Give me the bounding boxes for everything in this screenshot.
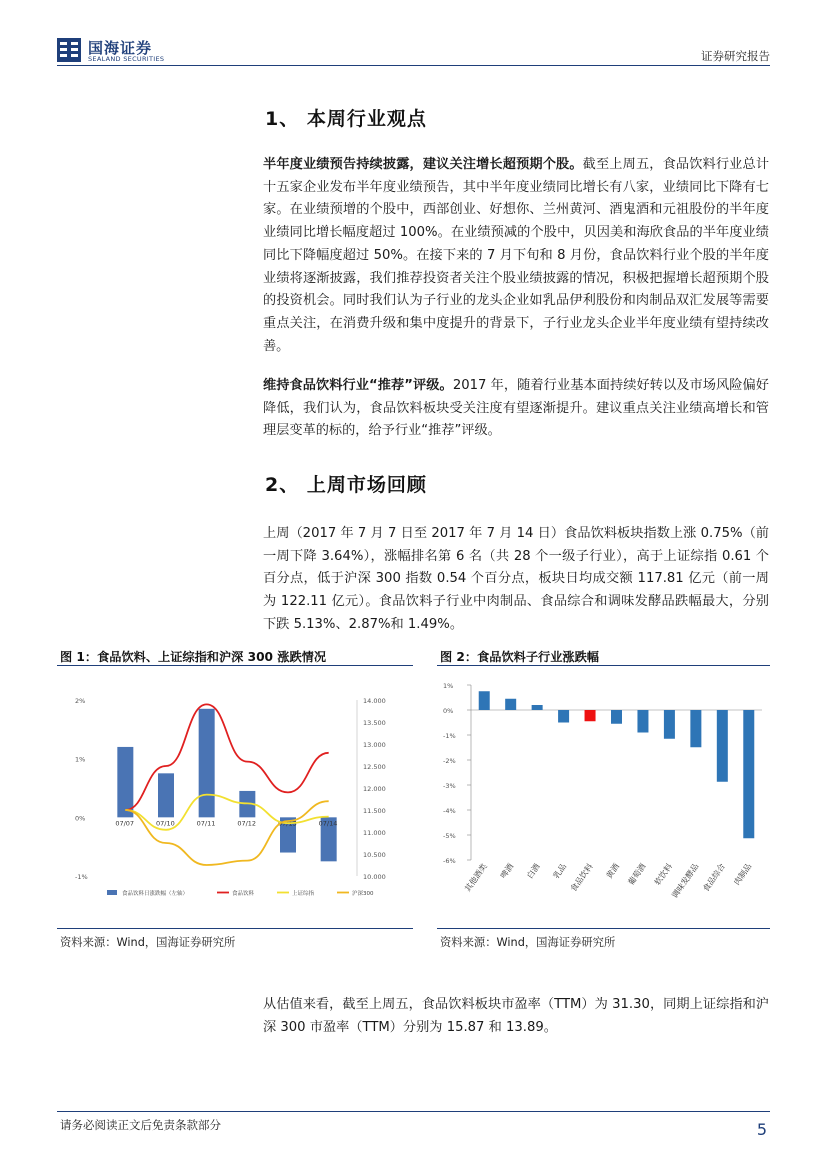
figure2-bar xyxy=(690,710,701,747)
figure2-y-tick-label: 0% xyxy=(443,707,454,715)
figure1-line-沪深300 xyxy=(125,801,328,865)
right-axis-tick-label: 13.500 xyxy=(363,719,386,727)
figure2-category-label: 乳品 xyxy=(551,861,569,881)
p2-lead: 维持食品饮料行业“推荐”评级。 xyxy=(263,378,453,393)
logo-text-cn: 国海证券 xyxy=(88,39,153,57)
figure2-bar xyxy=(664,710,675,739)
right-axis-tick-label: 12.000 xyxy=(363,785,386,793)
logo-text-en: SEALAND SECURITIES xyxy=(88,55,165,63)
figure1-category-label: 07/13 xyxy=(278,819,297,828)
figure1-legend-label: 沪深300 xyxy=(352,891,374,897)
right-axis-tick-label: 10.000 xyxy=(363,873,386,881)
right-axis-tick-label: 11.000 xyxy=(363,829,386,837)
section2-title: 2、 上周市场回顾 xyxy=(265,474,427,496)
figure2-category-label: 白酒 xyxy=(525,861,542,881)
figure1-chart xyxy=(57,680,413,912)
right-axis-tick-label: 10.500 xyxy=(363,851,386,859)
section2-paragraph2: 从估值来看，截至上周五，食品饮料板块市盈率（TTM）为 31.30，同期上证综指和沪深 300 市盈率（TTM）分别为 15.87 和 13.89。 xyxy=(263,997,769,1035)
figure2-source: 资料来源：Wind，国海证券研究所 xyxy=(440,936,616,949)
figure2-bar xyxy=(558,710,569,723)
figure2-y-tick-label: -5% xyxy=(443,832,456,840)
figure2-top-rule xyxy=(437,665,770,666)
figure1-bar xyxy=(199,709,215,818)
figure2-bar xyxy=(743,710,754,838)
figure2-caption: 图 2：食品饮料子行业涨跌幅 xyxy=(440,650,599,664)
section1-paragraph1 xyxy=(263,154,769,358)
figure2-y-tick-label: -4% xyxy=(443,807,456,815)
p1-body: 截至上周五，食品饮料行业总计十五家企业发布半年度业绩预告，其中半年度业绩同比增长有八家，业绩同比下降有七家。在业绩预增的个股中，西部创业、好想你、兰州黄河、酒鬼酒和元祖股份的半年度业绩同比增长幅度超过 100%。在业绩预减的个股中，贝因美和海欣食品的半年度业绩同比下降幅度超过 50%。在接下来的 7 月下旬和 8 月份，食品饮料行业个股的半年度业绩将逐渐披露，我们推荐投资者关注个股业绩披露的情况，积极把握增长超预期个股的投资机会。同时我们认为子行业的龙头企业如乳品伊利股份和肉制品双汇发展等需要重点关注，在消费升级和集中度提升的背景下，子行业龙头企业半年度业绩有望持续改善。 xyxy=(263,157,770,354)
figure2-y-tick-label: 1% xyxy=(443,682,454,690)
figure1-bar xyxy=(158,773,174,817)
figure2-category-label: 葡萄酒 xyxy=(626,861,648,887)
figure2-category-label: 肉制品 xyxy=(732,861,754,887)
p1-lead: 半年度业绩预告持续披露，建议关注增长超预期个股。 xyxy=(263,157,583,172)
figure2-y-tick-label: -2% xyxy=(443,757,456,765)
figure1-category-label: 07/10 xyxy=(156,819,175,828)
figure2-bar xyxy=(479,691,490,710)
left-axis-tick-label: 0% xyxy=(75,814,86,823)
figure1-category-label: 07/12 xyxy=(237,819,257,828)
page-number: 5 xyxy=(756,1120,767,1139)
figure2-bar xyxy=(585,710,596,721)
figure2-bar xyxy=(611,710,622,724)
figure2-bar xyxy=(717,710,728,782)
figure1-legend-label: 上证综指 xyxy=(292,891,315,897)
left-axis-tick-label: -1% xyxy=(75,873,88,881)
figure1-legend-swatch xyxy=(107,890,117,895)
sealand-logo-icon xyxy=(57,38,81,62)
figure2-category-label: 软饮料 xyxy=(652,861,675,887)
figure1-source: 资料来源：Wind，国海证券研究所 xyxy=(60,936,236,949)
left-axis-tick-label: 1% xyxy=(75,755,86,764)
figure2-category-label: 食品饮料 xyxy=(568,861,595,894)
figure2-y-tick-label: -6% xyxy=(443,857,456,865)
section1-paragraph2 xyxy=(263,375,769,443)
figure1-top-rule xyxy=(57,665,413,666)
report-type: 证券研究报告 xyxy=(701,49,770,63)
p2-body: 2017 年，随着行业基本面持续好转以及市场风险偏好降低，我们认为，食品饮料板块受关注度有望逐渐提升。建议重点关注业绩高增长和管理层变革的标的，给予行业“推荐”评级。 xyxy=(263,378,769,439)
figure2-bar xyxy=(532,705,543,710)
figure2-chart xyxy=(437,675,770,920)
figure1-category-label: 07/14 xyxy=(318,819,338,828)
section1-title: 1、 本周行业观点 xyxy=(265,108,427,130)
section2-paragraph1: 上周（2017 年 7 月 7 日至 2017 年 7 月 14 日）食品饮料板块指数上涨 0.75%（前一周下降 3.64%），涨幅排名第 6 名（共 28 个一级子行业），高于上证综指 0.61 个百分点，低于沪深 300 指数 0.54 个百分点，板块日均成交额 117.81 亿元（前一周为 122.11 亿元）。食品饮料子行业中肉制品、食品综合和调味发酵品跌幅最大，分别下跌 5.13%、2.87%和 1.49%。 xyxy=(263,526,769,632)
figure2-category-label: 啤酒 xyxy=(498,861,516,881)
figure2-category-label: 黄酒 xyxy=(604,861,622,881)
figure1-category-label: 07/07 xyxy=(115,819,135,828)
figure1-bottom-rule xyxy=(57,928,413,929)
figure2-y-tick-label: -1% xyxy=(443,732,456,740)
right-axis-tick-label: 14.000 xyxy=(363,697,386,705)
header-divider xyxy=(57,65,770,66)
figure1-caption: 图 1：食品饮料、上证综指和沪深 300 涨跌情况 xyxy=(60,650,327,664)
figure2-category-label: 其他酒类 xyxy=(463,861,489,894)
figure2-bottom-rule xyxy=(437,928,770,929)
figure2-bar xyxy=(505,699,516,710)
figure1-bar xyxy=(117,747,133,817)
figure1-category-label: 07/11 xyxy=(196,819,216,828)
right-axis-tick-label: 11.500 xyxy=(363,807,386,815)
figure2-category-label: 调味发酵品 xyxy=(670,861,701,900)
right-axis-tick-label: 12.500 xyxy=(363,763,386,771)
footer-divider xyxy=(57,1111,770,1112)
figure2-y-tick-label: -3% xyxy=(443,782,456,790)
figure1-line-食品饮料 xyxy=(125,704,328,810)
figure1-legend-label: 食品饮料日涨跌幅（左轴） xyxy=(122,891,189,897)
right-axis-tick-label: 13.000 xyxy=(363,741,386,749)
figure2-category-label: 食品综合 xyxy=(701,861,727,894)
left-axis-tick-label: 2% xyxy=(75,697,86,705)
figure1-legend-label: 食品饮料 xyxy=(232,891,255,897)
figure2-bar xyxy=(637,710,648,733)
footer-disclaimer: 请务必阅读正文后免责条款部分 xyxy=(60,1118,221,1132)
